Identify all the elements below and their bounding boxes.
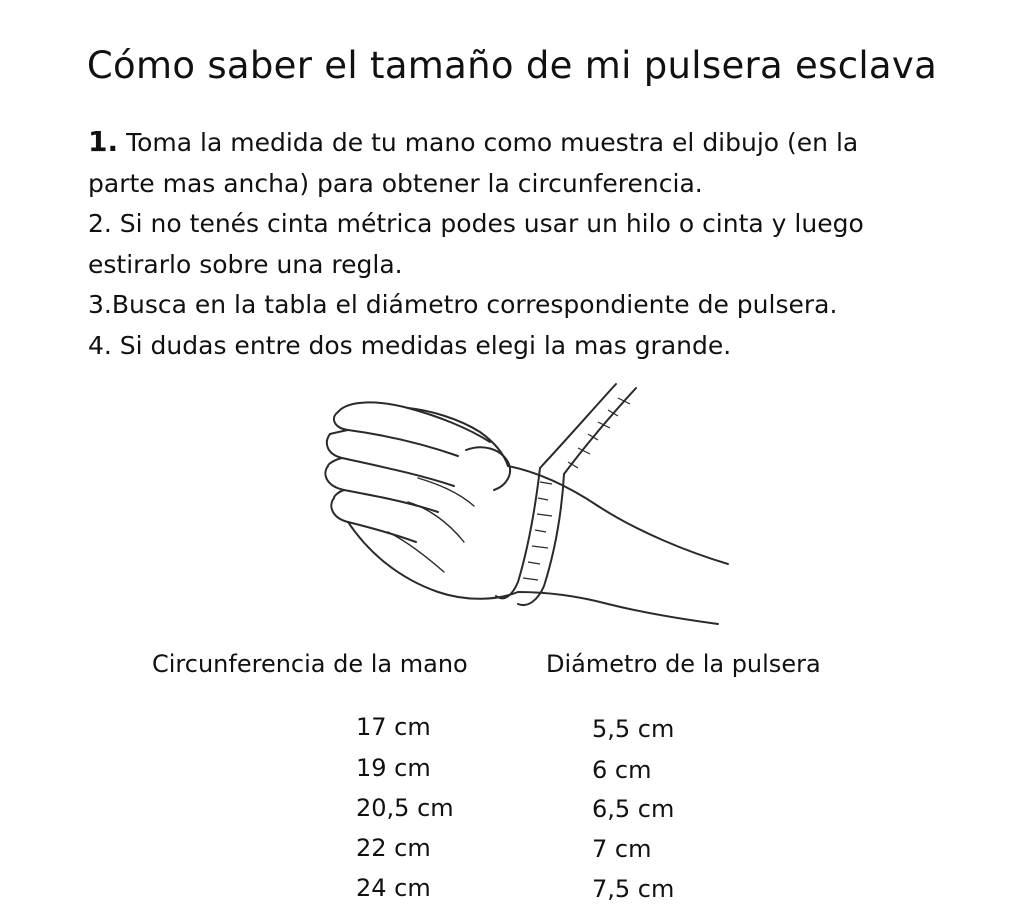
step-4: 4. Si dudas entre dos medidas elegi la mas grande. [88, 330, 732, 360]
cell-circumference: 19 cm [356, 754, 431, 782]
cell-diameter: 7 cm [592, 835, 652, 863]
cell-diameter: 6,5 cm [592, 795, 675, 823]
step-3: 3.Busca en la tabla el diámetro correspondiente de pulsera. [88, 290, 838, 319]
step-2-line-1: 2. Si no tenés cinta métrica podes usar un hilo o cinta y luego [88, 209, 864, 238]
cell-diameter: 7,5 cm [592, 875, 675, 903]
cell-circumference: 17 cm [356, 713, 431, 741]
step-1-number: 1. [88, 125, 119, 158]
cell-circumference: 20,5 cm [356, 794, 454, 822]
cell-circumference: 22 cm [356, 834, 431, 862]
hand-with-measuring-tape-icon [268, 382, 758, 632]
instructions [88, 122, 968, 366]
header-bracelet-diameter: Diámetro de la pulsera [546, 650, 821, 678]
cell-circumference: 24 cm [356, 874, 431, 902]
cell-diameter: 5,5 cm [592, 715, 675, 743]
header-hand-circumference: Circunferencia de la mano [152, 650, 468, 678]
cell-diameter: 6 cm [592, 756, 652, 784]
page-title: Cómo saber el tamaño de mi pulsera esclava [86, 44, 938, 87]
step-2-line-2: estirarlo sobre una regla. [88, 249, 403, 279]
step-1-line-2: parte mas ancha) para obtener la circunferencia. [88, 168, 703, 198]
step-1-text: Toma la medida de tu mano como muestra el dibujo (en la [118, 128, 859, 157]
step-1-line-1 [88, 122, 968, 164]
